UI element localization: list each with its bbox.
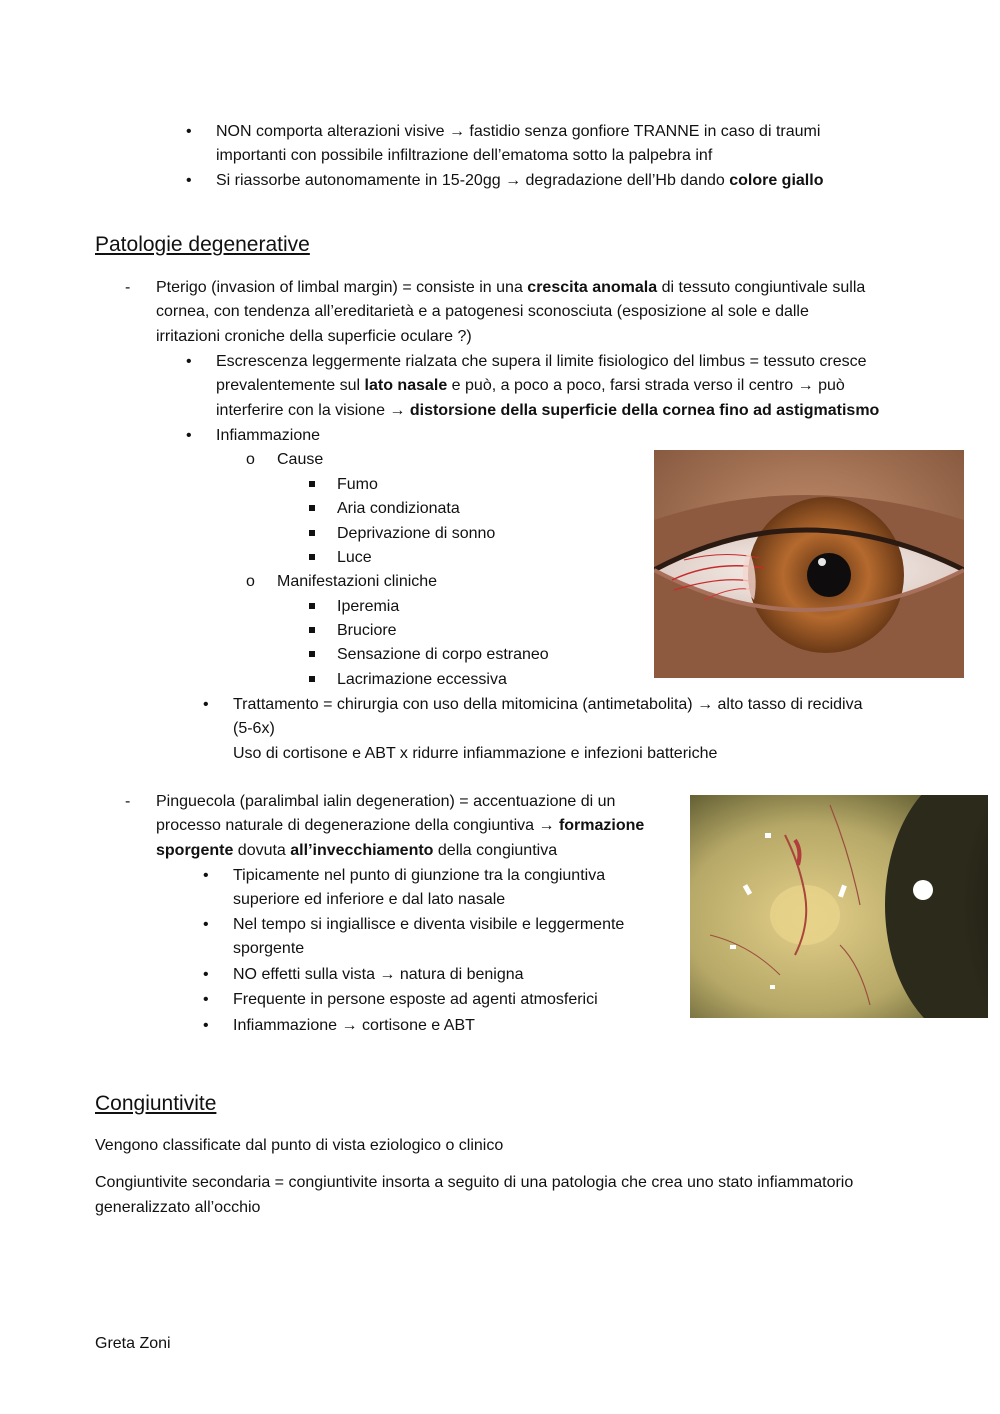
- pinguecola-bullet-1-line-2: superiore ed inferiore e dal lato nasale: [233, 891, 506, 908]
- dash-mark: -: [125, 279, 131, 296]
- bullet-mark: •: [203, 916, 209, 933]
- bullet-mark: •: [203, 991, 209, 1008]
- pterygium-eye-illustration: [654, 450, 964, 678]
- manif-item: Bruciore: [337, 622, 397, 639]
- cause-title: Cause: [277, 451, 324, 468]
- pinguecola-bullet-5: Infiammazione → cortisone e ABT: [233, 1017, 475, 1034]
- pinguecola-bullet-1-line-1: Tipicamente nel punto di giunzione tra la congiuntiva: [233, 867, 606, 884]
- dash-mark: -: [125, 793, 131, 810]
- treatment-line-2: (5-6x): [233, 720, 275, 737]
- manif-item: Sensazione di corpo estraneo: [337, 646, 549, 663]
- cause-item: Luce: [337, 549, 372, 566]
- pterigo-bullet-1-line-2: prevalentemente sul lato nasale e può, a poco a poco, farsi strada verso il centro → può: [216, 377, 845, 394]
- square-bullet: [309, 530, 315, 536]
- pterigo-line-3: irritazioni croniche della superficie oculare ?): [156, 328, 472, 345]
- square-bullet: [309, 481, 315, 487]
- pterigo-line-1: Pterigo (invasion of limbal margin) = consiste in una crescita anomala di tessuto congiuntivale sulla: [156, 279, 866, 296]
- bullet-mark: •: [186, 353, 192, 370]
- cause-item: Deprivazione di sonno: [337, 525, 496, 542]
- bullet-mark: •: [203, 1017, 209, 1034]
- pterigo-bullet-2: Infiammazione: [216, 427, 321, 444]
- manif-title: Manifestazioni cliniche: [277, 573, 438, 590]
- congiuntivite-paragraph-1: Vengono classificate dal punto di vista eziologico o clinico: [95, 1137, 504, 1154]
- square-bullet: [309, 627, 315, 633]
- circle-mark: o: [246, 573, 255, 590]
- pinguecola-bullet-2-line-2: sporgente: [233, 940, 305, 957]
- square-bullet: [309, 651, 315, 657]
- pterigo-bullet-1-line-1: Escrescenza leggermente rialzata che supera il limite fisiologico del limbus = tessuto cresce: [216, 353, 867, 370]
- square-bullet: [309, 676, 315, 682]
- pinguecula-eye-image: [690, 795, 988, 1018]
- square-bullet: [309, 603, 315, 609]
- cause-item: Fumo: [337, 476, 378, 493]
- pinguecola-line-2: processo naturale di degenerazione della congiuntiva → formazione: [156, 817, 645, 834]
- intro-bullet-2: Si riassorbe autonomamente in 15-20gg → degradazione dell’Hb dando colore giallo: [216, 172, 824, 189]
- manif-item: Iperemia: [337, 598, 400, 615]
- pterygium-eye-image: [654, 450, 964, 678]
- footer-author: Greta Zoni: [95, 1335, 171, 1352]
- pinguecola-line-1: Pinguecola (paralimbal ialin degeneration) = accentuazione di un: [156, 793, 616, 810]
- cause-item: Aria condizionata: [337, 500, 460, 517]
- congiuntivite-paragraph-2-line-1: Congiuntivite secondaria = congiuntivite insorta a seguito di una patologia che crea uno stato infiammatorio: [95, 1174, 854, 1191]
- pinguecola-bullet-3: NO effetti sulla vista → natura di benigna: [233, 966, 524, 983]
- intro-bullet-1-line-2: importanti con possibile infiltrazione dell’ematoma sotto la palpebra inf: [216, 147, 713, 164]
- intro-bullet-1-line-1: NON comporta alterazioni visive → fastidio senza gonfiore TRANNE in caso di traumi: [216, 123, 821, 140]
- bullet-mark: •: [186, 172, 192, 189]
- pterigo-line-2: cornea, con tendenza all’ereditarietà e a patogenesi sconosciuta (esposizione al sole e dalle: [156, 303, 809, 320]
- bullet-mark: •: [186, 427, 192, 444]
- circle-mark: o: [246, 451, 255, 468]
- pterigo-bullet-1-line-3: interferire con la visione → distorsione della superficie della cornea fino ad astigmatismo: [216, 402, 880, 419]
- manif-item: Lacrimazione eccessiva: [337, 671, 507, 688]
- bullet-mark: •: [203, 966, 209, 983]
- pinguecola-bullet-2-line-1: Nel tempo si ingiallisce e diventa visibile e leggermente: [233, 916, 625, 933]
- section-heading-congiuntivite: Congiuntivite: [95, 1092, 217, 1115]
- pinguecula-eye-illustration: [690, 795, 988, 1018]
- square-bullet: [309, 554, 315, 560]
- bullet-mark: •: [203, 696, 209, 713]
- section-heading-degenerative: Patologie degenerative: [95, 233, 310, 256]
- bullet-mark: •: [203, 867, 209, 884]
- bullet-mark: •: [186, 123, 192, 140]
- treatment-line-3: Uso di cortisone e ABT x ridurre infiammazione e infezioni batteriche: [233, 745, 718, 762]
- pinguecola-line-3: sporgente dovuta all’invecchiamento della congiuntiva: [156, 842, 558, 859]
- congiuntivite-paragraph-2-line-2: generalizzato all’occhio: [95, 1199, 261, 1216]
- treatment-line-1: Trattamento = chirurgia con uso della mitomicina (antimetabolita) → alto tasso di recidiva: [233, 696, 863, 713]
- pinguecola-bullet-4: Frequente in persone esposte ad agenti atmosferici: [233, 991, 598, 1008]
- square-bullet: [309, 505, 315, 511]
